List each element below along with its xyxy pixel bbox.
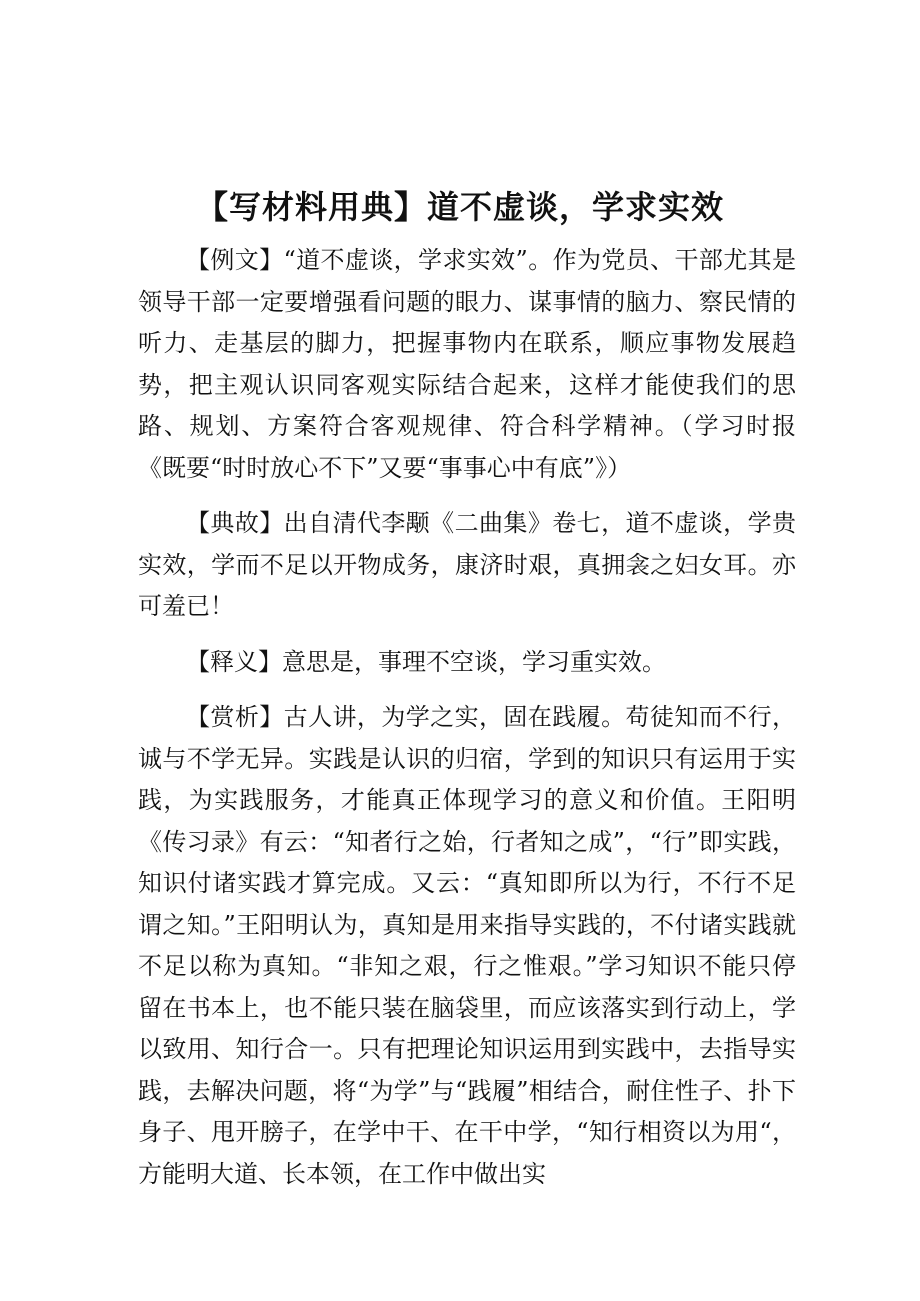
document-title: 【写材料用典】道不虚谈，学求实效 bbox=[195, 188, 724, 226]
paragraph-allusion: 【典故】出自清代李颙《二曲集》卷七，道不虚谈，学贵实效，学而不足以开物成务，康济时艰，真拥衾之妇女耳。亦可羞已！ bbox=[138, 509, 796, 620]
paragraph-example: 【例文】“道不虚谈，学求实效”。作为党员、干部尤其是领导干部一定要增强看问题的眼力、谋事情的脑力、察民情的听力、走基层的脚力，把握事物内在联系，顺应事物发展趋势，把主观认识同客观实际结合起来，这样才能使我们的思路、规划、方案符合客观规律、符合科学精神。（学习时报《既要“时时放心不下”又要“事事心中有底”》） bbox=[138, 246, 796, 482]
document-body bbox=[138, 240, 796, 1209]
paragraph-analysis: 【赏析】古人讲，为学之实，固在践履。苟徒知而不行，诚与不学无异。实践是认识的归宿，学到的知识只有运用于实践，为实践服务，才能真正体现学习的意义和价值。王阳明《传习录》有云：“知者行之始，行者知之成”，“行”即实践，知识付诸实践才算完成。又云：“真知即所以为行，不行不足谓之知。”王阳明认为，真知是用来指导实践的，不付诸实践就不足以称为真知。“非知之艰，行之惟艰。”学习知识不能只停留在书本上，也不能只装在脑袋里，而应该落实到行动上，学以致用、知行合一。只有把理论知识运用到实践中，去指导实践，去解决问题，将“为学”与“践履”相结合，耐住性子、扑下身子、甩开膀子，在学中干、在干中学，“知行相资以为用“，方能明大道、长本领，在工作中做出实 bbox=[138, 703, 796, 1188]
paragraph-meaning: 【释义】意思是，事理不空谈，学习重实效。 bbox=[186, 647, 666, 676]
